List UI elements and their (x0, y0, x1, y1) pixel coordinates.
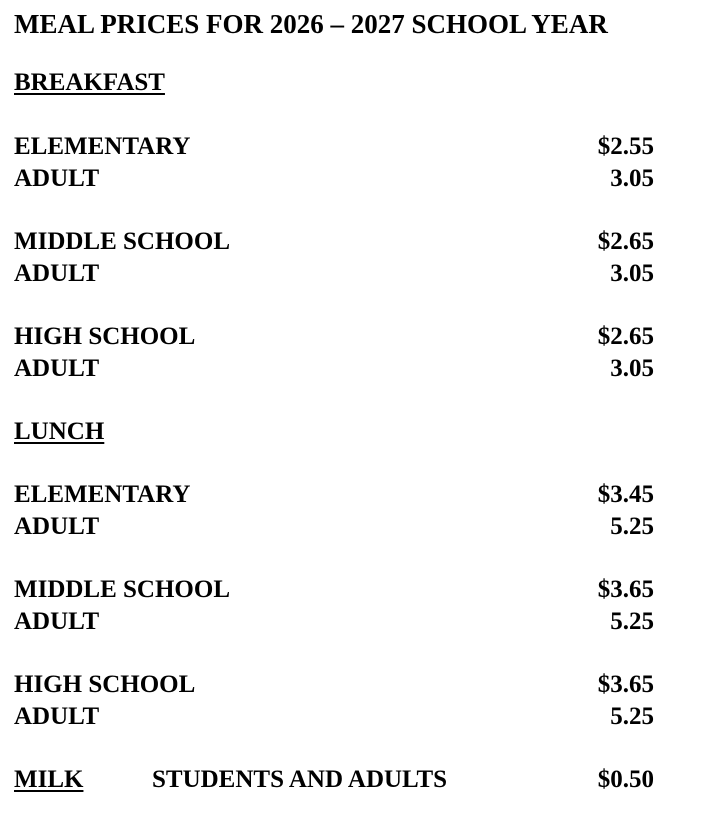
row-price: 3.05 (610, 355, 654, 382)
row-price: 5.25 (610, 608, 654, 635)
lunch-heading: LUNCH (14, 418, 105, 445)
lunch-middle-school-adult-row (14, 606, 654, 638)
breakfast-elementary-adult-row (14, 163, 654, 195)
row-label: MIDDLE SCHOOL (14, 576, 231, 603)
breakfast-heading: BREAKFAST (14, 69, 165, 96)
row-price: 5.25 (610, 703, 654, 730)
row-label: ADULT (14, 355, 100, 382)
breakfast-elementary-row (14, 131, 654, 163)
row-price: $2.65 (597, 323, 654, 350)
row-price: 3.05 (610, 165, 654, 192)
row-price: $3.65 (597, 671, 654, 698)
milk-price: $0.50 (597, 766, 654, 793)
breakfast-high-school-row (14, 321, 654, 353)
row-label: HIGH SCHOOL (14, 323, 196, 350)
breakfast-high-school-adult-row (14, 353, 654, 385)
row-price: $3.45 (597, 481, 654, 508)
row-price: 3.05 (610, 260, 654, 287)
row-label: MIDDLE SCHOOL (14, 228, 231, 255)
row-label: HIGH SCHOOL (14, 671, 196, 698)
row-label: ADULT (14, 608, 100, 635)
lunch-high-school-adult-row (14, 701, 654, 733)
row-label: ELEMENTARY (14, 481, 191, 508)
row-label: ADULT (14, 513, 100, 540)
row-price: 5.25 (610, 513, 654, 540)
breakfast-middle-school-row (14, 226, 654, 258)
milk-heading: MILK (14, 766, 84, 793)
milk-description: STUDENTS AND ADULTS (152, 766, 448, 793)
row-label: ADULT (14, 260, 100, 287)
row-price: $2.55 (597, 133, 654, 160)
row-label: ADULT (14, 165, 100, 192)
row-label: ELEMENTARY (14, 133, 191, 160)
row-label: ADULT (14, 703, 100, 730)
lunch-high-school-row (14, 669, 654, 701)
lunch-elementary-adult-row (14, 511, 654, 543)
row-price: $3.65 (597, 576, 654, 603)
breakfast-middle-school-adult-row (14, 258, 654, 290)
row-price: $2.65 (597, 228, 654, 255)
milk-row (14, 764, 654, 796)
page-title: MEAL PRICES FOR 2026 – 2027 SCHOOL YEAR (14, 9, 608, 39)
lunch-middle-school-row (14, 574, 654, 606)
lunch-elementary-row (14, 479, 654, 511)
